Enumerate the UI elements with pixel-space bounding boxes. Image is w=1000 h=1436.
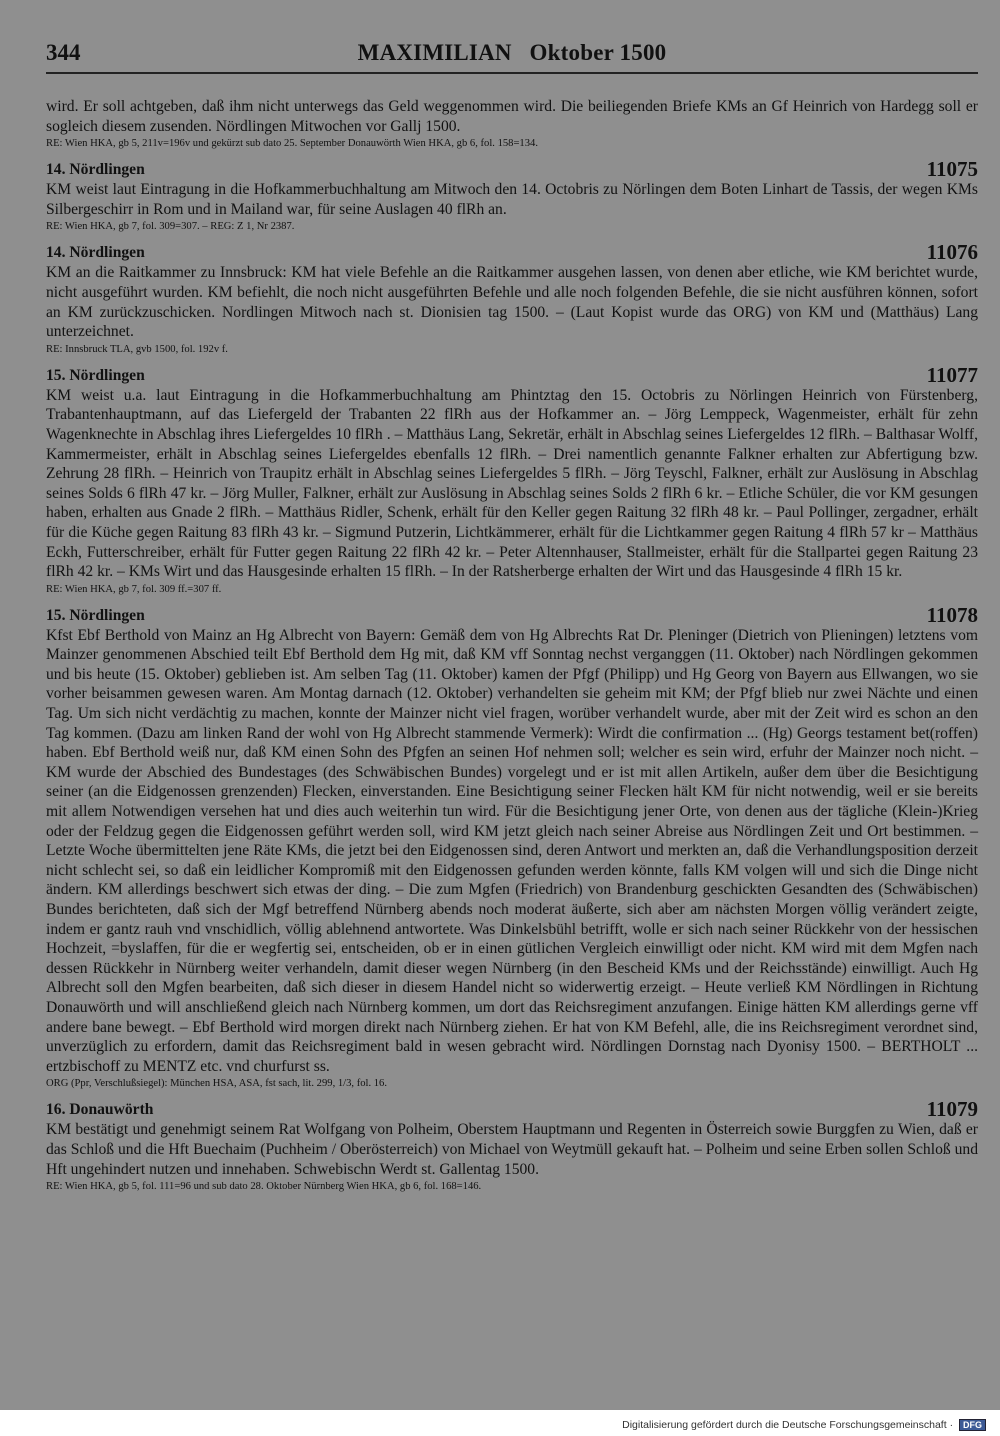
dfg-logo-icon: DFG	[959, 1419, 986, 1431]
entry-text: Kfst Ebf Berthold von Mainz an Hg Albrecht von Bayern: Gemäß dem von Hg Albrechts Rat Dr. Pleninger (Dietrich von Plieningen) letztens vom Mainzer genommenen Abschied teilt Ebf Berthold dem Hg mit, daß KM vff Sonntag nechst verganggen (11. Oktober) nach Nördlingen gekommen und bis heute (15. Oktober) geblieben ist. Am selben Tag (11. Oktober) kamen der Pfgf (Philipp) und Hg Georg von Bayern aus Ellwangen, wo sie vorher beisammen gewesen waren. Am Montag darnach (12. Oktober) verhandelten sie geheim mit KM; der Pfgf blieb nur zwei Nächte und einen Tag. Um sich nicht verdächtig zu machen, konnte der Mainzer nicht viel fragen, worüber verhandelt wurde, aber mit der Zeit wird es schon an den Tag kommen. (Dazu am linken Rand der wohl von Hg Albrecht stammende Vermerk): Wirdt die confirmation ... (Hg) Georgs testament bet(roffen) haben. Ebf Berthold weiß nur, daß KM einen Sohn des Pfgfen an seinen Hof nehmen soll; welcher es sein wird, erfuhr der Mainzer noch nicht. – KM wurde der Abschied des Bundestages (des Schwäbischen Bundes) vorgelegt und er ist mit allen Artikeln, außer dem über die Besichtigung seiner (an die Eidgenossen grenzenden) Flecken, einverstanden. Eine Besichtigung seiner Flecken hält KM für nicht notwendig, weil er sie bereits mit allem Notwendigen versehen hat und dies auch weiterhin tun wird. Für die Besichtigung jener Orte, von denen aus der tägliche (Klein-)Krieg oder der Feldzug gegen die Eidgenossen geführt werden soll, wird KM jetzt gleich nach seiner Abreise aus Nördlingen Zeit und Ort bestimmen. – Letzte Woche übermittelten jene Räte KMs, die jetzt bei den Eidgenossen sind, deren Antwort und merkten an, daß die Verhandlungsposition derzeit nicht schlecht sei, so daß ein leidlicher Kompromiß mit den Eidgenossen gefunden werden könnte, falls KM volgen will und sich die Dinge nicht ändern. KM allerdings beschwert sich etwas der ding. – Die zum Mgfen (Friedrich) von Brandenburg geschickten Gesandten des (Schwäbischen) Bundes berichteten, daß sich der Mgf betreffend Nürnberg abends noch moderat äußerte, sich aber am nächsten Morgen völlig verändert zeigte, indem er gantz rauh vnd vnschidlich, völlig ablehnend antwortete. Was Dinkelsbühl betrifft, wolle er sich nach seiner Rückkehr von der hessischen Hochzeit, =byslaffen, für die er wegfertig sei, entscheiden, ob er in einen gütlichen Vergleich einwilligt oder nicht. KM wird mit dem Mgfen nach dessen Rückkehr in Nürnberg weiter verhandeln, damit dieser wegen Nürnberg (in den Bescheid KMs und der Reichsstände) einwilligt. Auch Hg Albrecht soll den Mgfen bearbeiten, daß sich dieser in diesem Handel nicht so widerwertig erzeigt. – Heute verließ KM Nördlingen in Richtung Donauwörth und will anschließend gleich nach Nürnberg kommen, um dort das Reichsregiment anzufangen. Einige hätten KM allerdings gerne vff andere bane bewegt. – Ebf Berthold wird morgen direkt nach Nürnberg ziehen. Er hat von KM Befehl, alle, die ins Reichsregiment verordnet sind, unverzüglich zu erfordern, damit das Reichsregiment bald in wesen gebracht wird. Nördlingen Dornstag nach Dyonisy 1500. – BERTHOLT ... ertzbischoff zu MENTZ etc. vnd churfurst ss.	[46, 626, 978, 1075]
document-body	[46, 97, 978, 1201]
entry-11076	[46, 241, 978, 356]
entry-number: 11077	[926, 362, 978, 387]
entry-date-place: 15. Nördlingen	[46, 366, 145, 384]
footer-text: Digitalisierung gefördert durch die Deutsche Forschungsgemeinschaft	[622, 1419, 947, 1431]
header-rule	[46, 72, 978, 74]
intro-source: RE: Wien HKA, gb 5, 211v=196v und gekürzt sub dato 25. September Donauwörth Wien HKA, gb 6, fol. 158=134.	[46, 138, 538, 150]
entry-source: RE: Wien HKA, gb 7, fol. 309 ff.=307 ff.	[46, 583, 222, 595]
entry-11079	[46, 1098, 978, 1194]
entry-number: 11078	[926, 602, 978, 627]
entry-number: 11076	[926, 240, 978, 265]
entry-date-place: 14. Nördlingen	[46, 244, 145, 262]
entry-text: KM weist laut Eintragung in die Hofkammerbuchhaltung am Mitwoch den 14. Octobris zu Nörlingen dem Boten Linhart de Tassis, der wegen KMs Silbergeschirr in Rom und in Mailand war, für seine Auslagen 40 flRh an.	[46, 181, 978, 218]
intro-text: wird. Er soll achtgeben, daß ihm nicht unterwegs das Geld weggenommen wird. Die beiliegenden Briefe KMs an Gf Heinrich von Hardegg soll er sogleich diesem zusenden. Nördlingen Mitwochen vor Gallj 1500.	[46, 98, 978, 135]
entry-date-place: 15. Nördlingen	[46, 606, 145, 624]
entry-11078	[46, 604, 978, 1092]
entry-date-place: 14. Nördlingen	[46, 161, 145, 179]
entry-text: KM bestätigt und genehmigt seinem Rat Wolfgang von Polheim, Oberstem Hauptmann und Regenten in Österreich sowie Burggfen zu Wien, daß er das Schloß und die Hft Buechaim (Puchheim / Oberösterreich) von Michael von Weytmüll gekauft hat. – Polheim und seine Erben sollen Schloß und Hft ungehindert nutzen und innehaben. Schwebischn Werdt st. Gallentag 1500.	[46, 1121, 978, 1178]
entry-heading	[46, 1098, 978, 1120]
entry-heading	[46, 241, 978, 263]
entry-heading	[46, 604, 978, 626]
digitization-footer: Digitalisierung gefördert durch die Deutsche Forschungsgemeinschaft · DFG	[622, 1419, 986, 1431]
page-header	[46, 40, 978, 70]
page-number: 344	[46, 40, 81, 65]
entry-number: 11075	[926, 157, 978, 182]
entry-source: RE: Wien HKA, gb 5, fol. 111=96 und sub dato 28. Oktober Nürnberg Wien HKA, gb 6, fol. 168=146.	[46, 1181, 482, 1193]
entry-11075	[46, 158, 978, 234]
entry-text: KM an die Raitkammer zu Innsbruck: KM hat viele Befehle an die Raitkammer ausgehen lassen, von denen aber etliche, wie KM berichtet wurde, nicht ausgeführt wurden. KM befiehlt, die noch nicht ausgeführten Befehle und alle noch folgenden Befehle, die sie nicht ausführen können, sofort an KM zurückzuschicken. Nordlingen Mitwoch nach st. Dionisien tag 1500. – (Laut Kopist wurde das ORG) von KM und (Matthäus) Lang unterzeichnet.	[46, 264, 978, 341]
entry-source: RE: Wien HKA, gb 7, fol. 309=307. – REG: Z 1, Nr 2387.	[46, 221, 295, 233]
running-title: MAXIMILIAN Oktober 1500	[357, 40, 667, 65]
entry-heading	[46, 364, 978, 386]
entry-source: RE: Innsbruck TLA, gvb 1500, fol. 192v f.	[46, 343, 228, 355]
entry-source: ORG (Ppr, Verschlußsiegel): München HSA, ASA, fst sach, lit. 299, 1/3, fol. 16.	[46, 1078, 388, 1090]
entry-date-place: 16. Donauwörth	[46, 1101, 154, 1119]
entry-number: 11079	[926, 1097, 978, 1122]
entry-text: KM weist u.a. laut Eintragung in die Hofkammerbuchhaltung am Phintztag den 15. Octobris zu Nörlingen Heinrich von Fürstenberg, Trabantenhauptmann, auf das Liefergeld der Trabanten 22 flRh aus der Hofkammer an. – Jörg Lemppeck, Wagenmeister, erhält für zehn Wagenknechte in Abschlag ihres Liefergeldes 10 flRh . – Matthäus Lang, Sekretär, erhält in Abschlag seines Liefergeldes 12 flRh. – Balthasar Wolff, Kammermeister, erhält in Abschlag seines Liefergeldes ebenfalls 12 flRh. – Drei namentlich genannte Falkner erhalten zur Abfertigung bzw. Zehrung 28 flRh. – Heinrich von Traupitz erhält in Abschlag seines Liefergeldes 5 flRh. – Jörg Teyschl, Falkner, erhält zur Auslösung in Abschlag seines Solds 6 flRh 47 kr. – Jörg Muller, Falkner, erhält zur Auslösung in Abschlag seines Solds 2 flRh 6 kr. – Etliche Schüler, die vor KM gesungen haben, erhalten aus Gnade 2 flRh. – Matthäus Ridler, Schenk, erhält für den Keller gegen Raitung 32 flRh 48 kr. – Paul Pollinger, zergadner, erhält für die Küche gegen Raitung 83 flRh 43 kr. – Sigmund Putzerin, Lichtkämmerer, erhält für die Lichtkammer gegen Raitung 4 flRh 57 kr – Matthäus Eckh, Futterschreiber, erhält für Futter gegen Raitung 22 flRh 42 kr. – Peter Altennhauser, Stallmeister, erhält für die Stallpartei gegen Raitung 23 flRh 42 kr. – KMs Wirt und das Hausgesinde erhalten 15 flRh. – In der Ratsherberge erhalten der Wirt und das Hausgesinde 4 flRh 15 kr.	[46, 386, 978, 581]
entry-11077	[46, 364, 978, 597]
entry-heading	[46, 158, 978, 180]
